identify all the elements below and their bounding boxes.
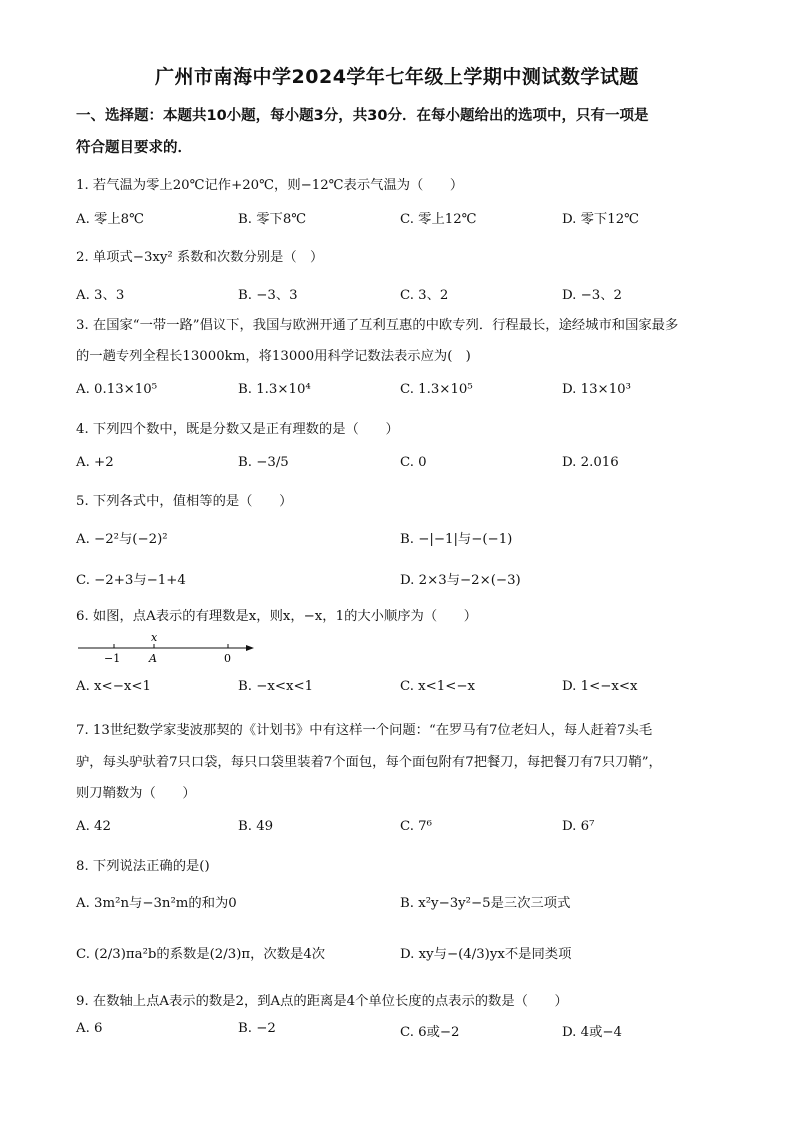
label-x: x bbox=[151, 631, 158, 644]
q4-option-c: C. 0 bbox=[400, 455, 427, 470]
q7-option-d: D. 6⁷ bbox=[562, 819, 595, 834]
q8-option-c: C. (2/3)πa²b的系数是(2/3)π，次数是4次 bbox=[76, 947, 326, 962]
q3-option-c: C. 1.3×10⁵ bbox=[400, 382, 473, 397]
q7-option-c: C. 7⁶ bbox=[400, 819, 432, 834]
q9-option-b: B. −2 bbox=[238, 1021, 276, 1036]
q8-option-d: D. xy与−(4/3)yx不是同类项 bbox=[400, 947, 572, 962]
page-title: 广州市南海中学2024学年七年级上学期中测试数学试题 bbox=[155, 66, 639, 88]
q2-option-d: D. −3、2 bbox=[562, 288, 622, 303]
q9-option-d: D. 4或−4 bbox=[562, 1025, 622, 1040]
q8-option-b: B. x²y−3y²−5是三次三项式 bbox=[400, 896, 571, 911]
question-7-stem-cont2: 则刀鞘数为（ ） bbox=[76, 786, 196, 801]
q2-option-c: C. 3、2 bbox=[400, 288, 449, 303]
q5-option-c: C. −2+3与−1+4 bbox=[76, 573, 186, 588]
q7-option-a: A. 42 bbox=[76, 819, 111, 834]
question-8-stem: 8. 下列说法正确的是() bbox=[76, 859, 210, 874]
label-zero: 0 bbox=[224, 652, 231, 665]
q2-option-b: B. −3、3 bbox=[238, 288, 298, 303]
q6-option-c: C. x<1<−x bbox=[400, 679, 476, 694]
q3-option-a: A. 0.13×10⁵ bbox=[76, 382, 158, 397]
q4-option-d: D. 2.016 bbox=[562, 455, 619, 470]
q9-option-c: C. 6或−2 bbox=[400, 1025, 460, 1040]
q1-option-c: C. 零上12℃ bbox=[400, 212, 477, 227]
number-line-figure bbox=[76, 630, 266, 670]
question-5-stem: 5. 下列各式中，值相等的是（ ） bbox=[76, 494, 293, 509]
question-7-stem: 7. 13世纪数学家斐波那契的《计划书》中有这样一个问题：“在罗马有7位老妇人，每人赶着7头毛 bbox=[76, 723, 653, 738]
label-A: A bbox=[149, 652, 157, 665]
q2-option-a: A. 3、3 bbox=[76, 288, 125, 303]
q1-option-b: B. 零下8℃ bbox=[238, 212, 307, 227]
question-7-stem-cont1: 驴，每头驴驮着7只口袋，每只口袋里装着7个面包，每个面包附有7把餐刀，每把餐刀有7只刀鞘”， bbox=[76, 755, 662, 770]
question-6-stem: 6. 如图，点A表示的有理数是x，则x，−x，1的大小顺序为（ ） bbox=[76, 609, 478, 624]
q4-option-a: A. +2 bbox=[76, 455, 114, 470]
question-9-stem: 9. 在数轴上点A表示的数是2，到A点的距离是4个单位长度的点表示的数是（ ） bbox=[76, 994, 568, 1009]
q5-option-b: B. −|−1|与−(−1) bbox=[400, 532, 513, 547]
q6-option-a: A. x<−x<1 bbox=[76, 679, 151, 694]
q3-option-d: D. 13×10³ bbox=[562, 382, 631, 397]
section-heading-cont: 符合题目要求的． bbox=[76, 140, 192, 156]
q4-option-b: B. −3/5 bbox=[238, 455, 289, 470]
question-3-stem: 3. 在国家“一带一路”倡议下，我国与欧洲开通了互利互惠的中欧专列．行程最长，途经城市和国家最多 bbox=[76, 318, 679, 333]
q8-option-a: A. 3m²n与−3n²m的和为0 bbox=[76, 896, 237, 911]
question-1-stem: 1. 若气温为零上20℃记作+20℃，则−12℃表示气温为（ ） bbox=[76, 178, 464, 193]
q6-option-d: D. 1<−x<x bbox=[562, 679, 638, 694]
number-line-arrow-icon bbox=[246, 645, 254, 651]
q6-option-b: B. −x<x<1 bbox=[238, 679, 314, 694]
label-neg1: −1 bbox=[104, 652, 121, 665]
q5-option-d: D. 2×3与−2×(−3) bbox=[400, 573, 521, 588]
q3-option-b: B. 1.3×10⁴ bbox=[238, 382, 311, 397]
q9-option-a: A. 6 bbox=[76, 1021, 103, 1036]
section-heading: 一、选择题：本题共10小题，每小题3分，共30分．在每小题给出的选项中，只有一项是 bbox=[76, 108, 649, 124]
question-4-stem: 4. 下列四个数中，既是分数又是正有理数的是（ ） bbox=[76, 422, 399, 437]
question-2-stem: 2. 单项式−3xy² 系数和次数分别是（ ） bbox=[76, 250, 324, 265]
q1-option-d: D. 零下12℃ bbox=[562, 212, 640, 227]
q7-option-b: B. 49 bbox=[238, 819, 274, 834]
question-3-stem-cont: 的一趟专列全程长13000km，将13000用科学记数法表示应为( ) bbox=[76, 349, 471, 364]
q5-option-a: A. −2²与(−2)² bbox=[76, 532, 168, 547]
q1-option-a: A. 零上8℃ bbox=[76, 212, 144, 227]
